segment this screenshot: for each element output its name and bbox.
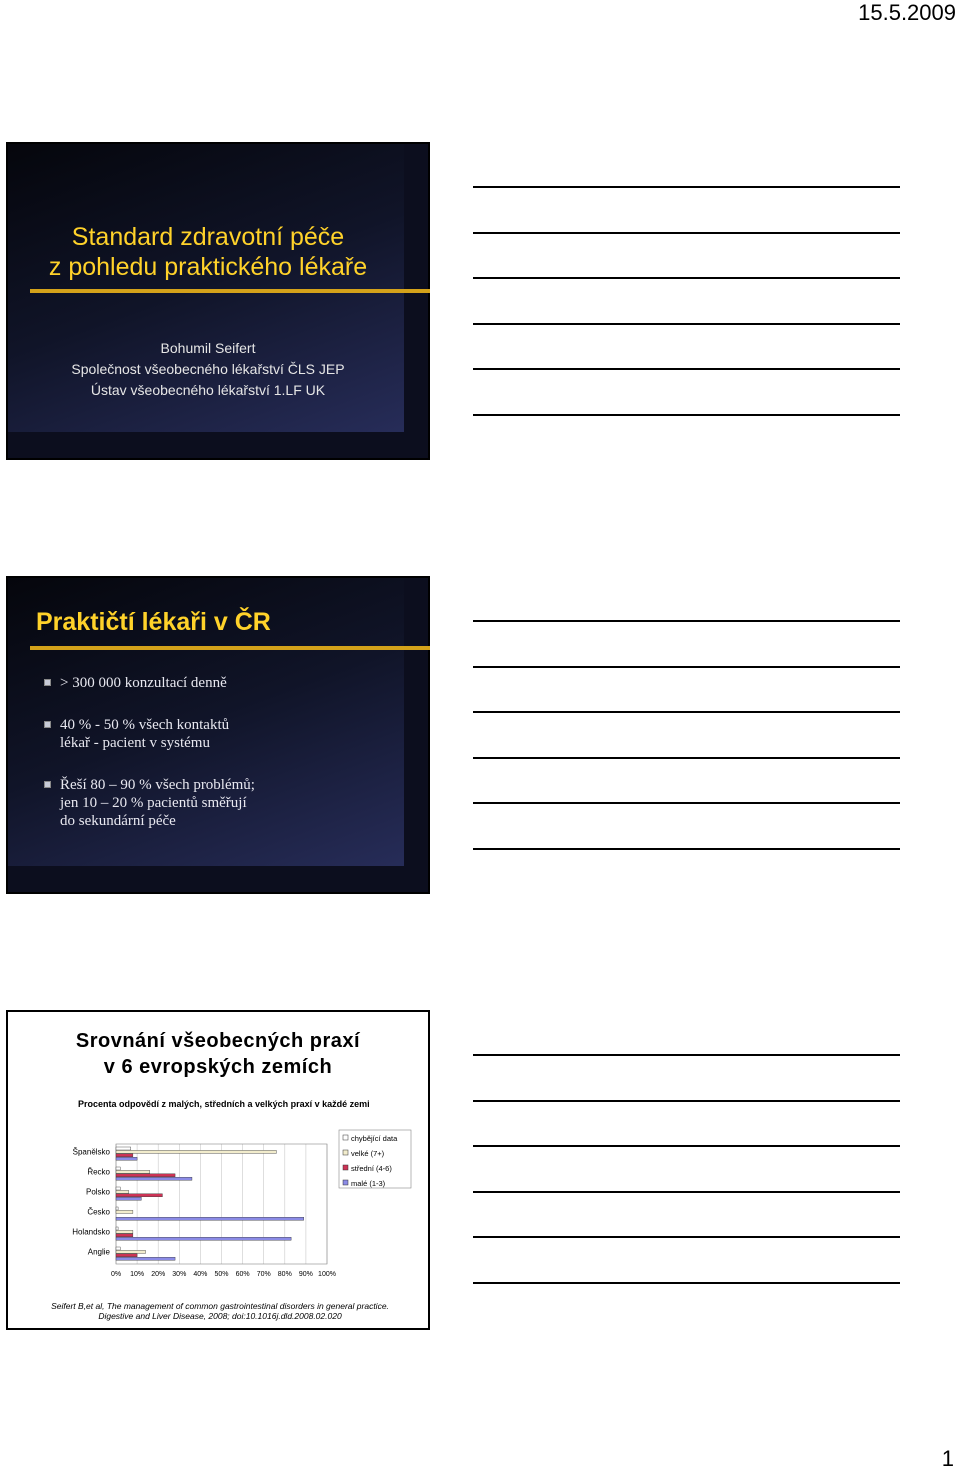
bullet-list [60, 674, 390, 854]
slide-3-title [8, 1028, 428, 1080]
bar [116, 1147, 131, 1150]
note-line [473, 1054, 900, 1056]
note-line [473, 1191, 900, 1193]
x-tick-label: 0% [110, 1271, 122, 1278]
bar [116, 1174, 175, 1177]
x-tick-label: 100% [318, 1271, 336, 1278]
bar [116, 1194, 162, 1197]
note-line [473, 1282, 900, 1284]
legend-swatch [343, 1135, 348, 1140]
legend-swatch [343, 1180, 348, 1185]
bar [116, 1170, 150, 1173]
title-underline [30, 289, 430, 293]
bullet-text: lékař - pacient v systému [60, 735, 210, 751]
note-line [473, 802, 900, 804]
bullet-item [60, 716, 390, 752]
bar [116, 1250, 146, 1253]
legend-label: střední (4-6) [351, 1164, 392, 1173]
bar [116, 1217, 304, 1220]
title-underline [30, 646, 430, 650]
slide-2 [6, 576, 430, 894]
legend-label: chybějící data [351, 1134, 398, 1143]
organization-2: Ústav všeobecného lékařství 1.LF UK [90, 382, 326, 398]
legend-label: malé (1-3) [351, 1179, 386, 1188]
note-line [473, 620, 900, 622]
author: Bohumil Seifert [160, 340, 256, 356]
note-line [473, 711, 900, 713]
legend-swatch [343, 1150, 348, 1155]
x-tick-label: 70% [256, 1271, 271, 1278]
bar [116, 1210, 133, 1213]
bullet-item [60, 776, 390, 830]
x-tick-label: 40% [193, 1271, 208, 1278]
note-line [473, 757, 900, 759]
bullet-text: > 300 000 konzultací denně [60, 675, 227, 691]
x-tick-label: 30% [172, 1271, 187, 1278]
bullet-item [60, 674, 390, 692]
bar [116, 1167, 120, 1170]
slide-1-title-line1: Standard zdravotní péče [71, 223, 345, 251]
bullet-text: do sekundární péče [60, 813, 176, 829]
note-line [473, 1236, 900, 1238]
note-line [473, 848, 900, 850]
slide-1-subtitle [8, 338, 408, 401]
bar [116, 1154, 133, 1157]
citation-line1: Seifert B,et al, The management of common gastrointestinal disorders in general practice. [51, 1301, 389, 1311]
bar [116, 1247, 120, 1250]
note-line [473, 323, 900, 325]
bar [116, 1187, 120, 1190]
page-number: 1 [941, 1446, 954, 1471]
note-line [473, 186, 900, 188]
bar [116, 1227, 118, 1230]
bar [116, 1254, 137, 1257]
slide-1-title-line2: z pohledu praktického lékaře [48, 253, 368, 281]
bullet-text: 40 % - 50 % všech kontaktů [60, 717, 230, 733]
slide-1 [6, 142, 430, 460]
category-label: Španělsko [72, 1147, 110, 1157]
legend-label: velké (7+) [351, 1149, 385, 1158]
bar [116, 1150, 276, 1153]
bar [116, 1197, 141, 1200]
note-line [473, 414, 900, 416]
organization-1: Společnost všeobecného lékařství ČLS JEP [71, 361, 345, 377]
bar [116, 1177, 192, 1180]
x-tick-label: 20% [151, 1271, 166, 1278]
x-tick-label: 10% [130, 1271, 145, 1278]
bar [116, 1207, 118, 1210]
chart-title: Procenta odpovědí z malých, středních a velkých praxí v každé zemi [78, 1099, 370, 1109]
legend-swatch [343, 1165, 348, 1170]
note-line [473, 232, 900, 234]
bullet-text: Řeší 80 – 90 % všech problémů; [60, 777, 255, 793]
note-line [473, 666, 900, 668]
header-date: 15.5.2009 [858, 0, 956, 25]
note-line [473, 368, 900, 370]
bar-chart [46, 1094, 424, 1284]
bar [116, 1237, 291, 1240]
bar [116, 1257, 175, 1260]
note-line [473, 1100, 900, 1102]
x-tick-label: 90% [298, 1271, 313, 1278]
slide-3-title-line2: v 6 evropských zemích [103, 1056, 333, 1078]
x-tick-label: 50% [214, 1271, 229, 1278]
bar [116, 1234, 133, 1237]
bar [116, 1230, 133, 1233]
slide-3 [6, 1010, 430, 1330]
bullet-text: jen 10 – 20 % pacientů směřují [60, 795, 247, 811]
citation [8, 1301, 432, 1321]
citation-line2: Digestive and Liver Disease, 2008; doi:10.1016j.dld.2008.02.020 [98, 1311, 342, 1321]
slide-3-title-line1: Srovnání všeobecných praxí [75, 1030, 361, 1052]
slide-1-title [8, 222, 408, 282]
bar [116, 1190, 129, 1193]
category-label: Anglie [87, 1247, 110, 1257]
category-label: Řecko [87, 1167, 110, 1177]
category-label: Česko [87, 1207, 110, 1217]
slide-2-title: Praktičtí lékaři v ČR [36, 608, 271, 636]
x-tick-label: 80% [277, 1271, 292, 1278]
note-line [473, 1145, 900, 1147]
note-line [473, 277, 900, 279]
category-label: Polsko [85, 1187, 110, 1197]
category-label: Holandsko [72, 1227, 110, 1237]
x-tick-label: 60% [235, 1271, 250, 1278]
bar [116, 1157, 137, 1160]
